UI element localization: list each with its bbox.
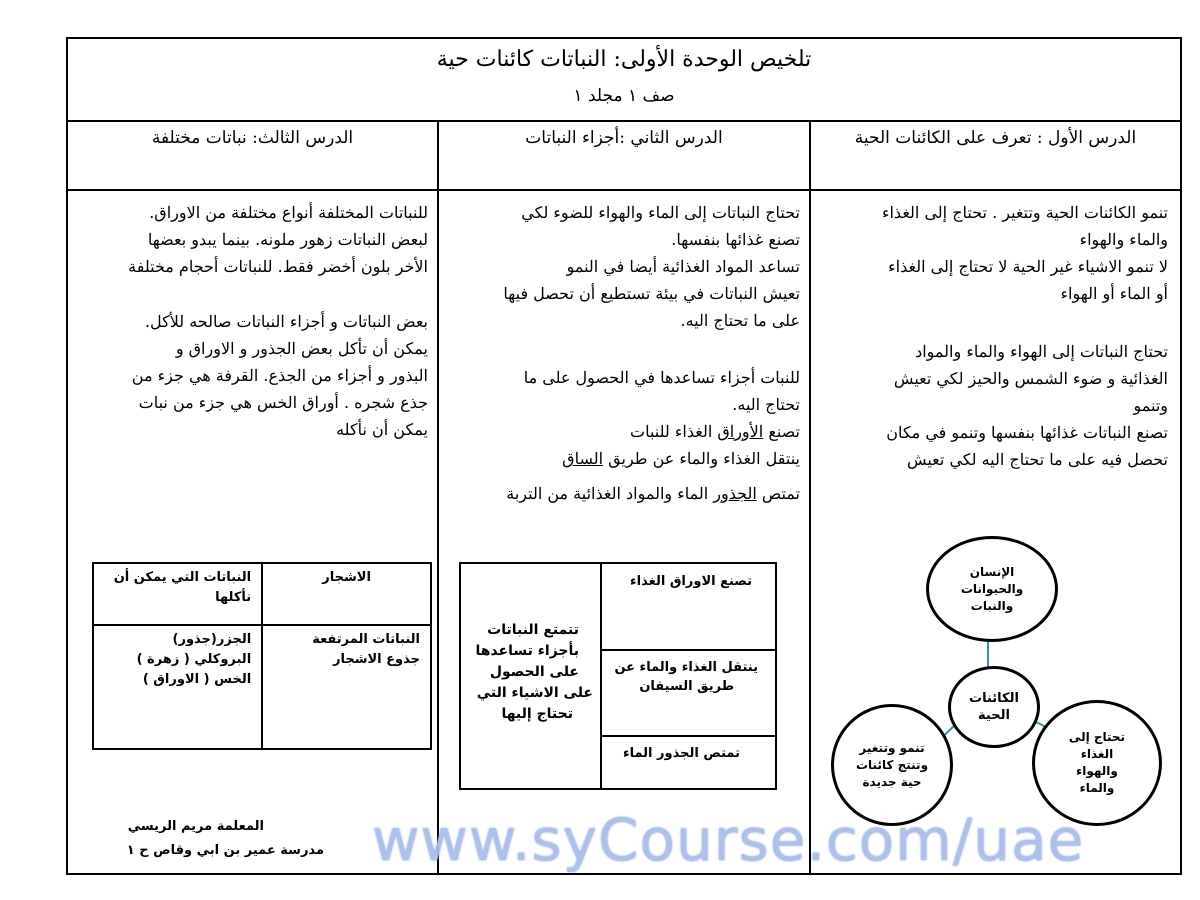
lesson3-line: يمكن أن تأكل بعض الجذور و الاوراق و bbox=[175, 339, 428, 358]
parts-side-line: تحتاج إليها bbox=[501, 706, 573, 722]
lesson3-line: بعض النباتات و أجزاء النباتات صالحه للأكل. bbox=[144, 312, 428, 331]
lesson1-line: أو الماء أو الهواء bbox=[1060, 284, 1168, 303]
diagram-top-line: والحيوانات bbox=[960, 581, 1024, 596]
parts-stems-line: طريق السيقان bbox=[639, 679, 734, 694]
parts-side-line: على الحصول bbox=[489, 664, 579, 680]
diagram-living-things bbox=[948, 666, 1040, 748]
diagram-left-line: وتنتج كائنات bbox=[855, 757, 929, 772]
lesson3-line: لبعض النباتات زهور ملونه. بينما يبدو بعضها bbox=[147, 230, 428, 249]
edible-header: النباتات التي يمكن أن نأكلها bbox=[113, 570, 252, 605]
lesson2-line: تعيش النباتات في بيئة تستطيع أن تحصل فيها bbox=[503, 284, 800, 303]
plants-table-header-trees bbox=[262, 563, 431, 625]
lesson1-line: وتنمو bbox=[1133, 396, 1168, 415]
lesson1-line: تصنع النباتات غذائها بنفسها وتنمو في مكان bbox=[886, 423, 1168, 442]
parts-side-line: تتمتع النباتات bbox=[487, 622, 579, 638]
lesson2-line: تحتاج اليه. bbox=[732, 395, 800, 414]
roots-line bbox=[448, 480, 800, 507]
teacher-credit bbox=[92, 815, 324, 863]
trees-item: جذوع الاشجار bbox=[332, 652, 420, 667]
parts-row-leaves: تصنع الاوراق الغذاء bbox=[630, 574, 752, 589]
lesson3-line: جذع شجره . أوراق الخس هي جزء من نبات bbox=[138, 393, 428, 412]
roots-line-pre: تمتص bbox=[756, 484, 800, 503]
stem-line bbox=[448, 445, 800, 472]
lesson3-text bbox=[78, 199, 428, 443]
diagram-top-line: والنبات bbox=[970, 598, 1014, 613]
parts-side-line: على الاشياء التي bbox=[476, 685, 593, 701]
teacher-name: المعلمة مريم الريسي bbox=[127, 819, 264, 834]
parts-row-roots: تمتص الجذور الماء bbox=[622, 746, 740, 761]
trees-item: النباتات المرتفعة bbox=[312, 632, 420, 647]
lesson1-line: تحصل فيه على ما تحتاج اليه لكي تعيش bbox=[906, 450, 1168, 469]
diagram-center-line: الكائنات bbox=[969, 691, 1019, 706]
lesson1-line: والماء والهواء bbox=[1079, 230, 1168, 249]
trees-header: الاشجار bbox=[322, 570, 371, 585]
edible-item: البروكلي ( زهرة ) bbox=[136, 652, 252, 667]
school-name: مدرسة عمير بن ابي وقاص ح ١ bbox=[126, 843, 324, 858]
lesson2-line: على ما تحتاج اليه. bbox=[680, 311, 800, 330]
leaves-line-post: الغذاء للنبات bbox=[630, 422, 718, 441]
plants-table-header-edible bbox=[93, 563, 262, 625]
lesson1-line: تنمو الكائنات الحية وتتغير . تحتاج إلى الغذاء bbox=[881, 203, 1168, 222]
leaves-line bbox=[448, 418, 800, 445]
plants-table-edible-cell bbox=[93, 625, 262, 749]
diagram-left-line: حية جديدة bbox=[862, 774, 922, 789]
lesson1-line: لا تنمو الاشياء غير الحية لا تحتاج إلى الغذاء bbox=[888, 257, 1168, 276]
diagram-right-line: الغذاء bbox=[1080, 747, 1114, 761]
lesson3-heading: الدرس الثالث: نباتات مختلفة bbox=[151, 128, 354, 148]
column-divider-right bbox=[809, 120, 811, 875]
page-title: تلخيص الوحدة الأولى: النباتات كائنات حية bbox=[436, 47, 812, 72]
edible-item: الجزر(جذور) bbox=[172, 632, 252, 647]
diagram-top-line: الإنسان bbox=[969, 564, 1015, 579]
lesson2-line: تحتاج النباتات إلى الماء والهواء للضوء لكي bbox=[521, 203, 800, 222]
lesson2-heading: الدرس الثاني :أجزاء النباتات bbox=[525, 128, 723, 148]
stem-word: الساق bbox=[562, 449, 604, 468]
lesson2-line: تساعد المواد الغذائية أيضا في النمو bbox=[566, 257, 800, 276]
lesson2-line: تصنع غذائها بنفسها. bbox=[671, 230, 800, 249]
lesson3-line: للنباتات المختلفة أنواع مختلفة من الاوراق. bbox=[149, 203, 428, 222]
diagram-right-line: تحتاج إلى bbox=[1068, 730, 1126, 744]
lesson1-heading: الدرس الأول : تعرف على الكائنات الحية bbox=[854, 128, 1137, 148]
heading-divider bbox=[66, 189, 1182, 191]
diagram-right-line: والهواء bbox=[1076, 764, 1118, 778]
diagram-right-line: والماء bbox=[1079, 781, 1115, 795]
diagram-center-line: الحية bbox=[978, 708, 1010, 723]
lesson1-line: الغذائية و ضوء الشمس والحيز لكي تعيش bbox=[893, 369, 1168, 388]
parts-row-stems bbox=[604, 658, 758, 696]
plants-table bbox=[92, 562, 432, 750]
diagram-left-line: تنمو وتتغير bbox=[859, 740, 925, 755]
lesson2-text bbox=[448, 199, 800, 507]
lesson1-line: تحتاج النباتات إلى الهواء والماء والمواد bbox=[915, 342, 1168, 361]
stem-line-pre: ينتقل الغذاء والماء عن طريق bbox=[603, 449, 800, 468]
lesson3-line: يمكن أن نأكله bbox=[336, 420, 428, 439]
parts-side-line: بأجزاء تساعدها bbox=[475, 643, 579, 659]
leaves-line-pre: تصنع bbox=[763, 422, 800, 441]
edible-item: الخس ( الاوراق ) bbox=[142, 672, 252, 687]
site-watermark: www.syCourse.com/uae bbox=[372, 806, 1085, 874]
leaves-word: الأوراق bbox=[717, 422, 764, 441]
parts-side-note bbox=[465, 620, 593, 725]
roots-line-post: الماء والمواد الغذائية من التربة bbox=[506, 484, 714, 503]
header-divider bbox=[66, 120, 1182, 122]
plant-parts-table bbox=[459, 562, 777, 790]
column-divider-left bbox=[437, 120, 439, 875]
lesson3-line: الأخر بلون أخضر فقط. للنباتات أحجام مختلفة bbox=[128, 257, 428, 276]
roots-word: الجذور bbox=[713, 484, 757, 503]
plants-table-trees-cell bbox=[262, 625, 431, 749]
parts-stems-line: ينتقل الغذاء والماء عن bbox=[614, 660, 758, 675]
page-subtitle: صف ١ مجلد ١ bbox=[573, 86, 675, 106]
lesson3-line: البذور و أجزاء من الجذع. القرفة هي جزء من bbox=[131, 366, 428, 385]
diagram-living-examples bbox=[926, 536, 1058, 642]
lesson1-text bbox=[818, 199, 1168, 473]
lesson2-line: للنبات أجزاء تساعدها في الحصول على ما bbox=[523, 368, 800, 387]
